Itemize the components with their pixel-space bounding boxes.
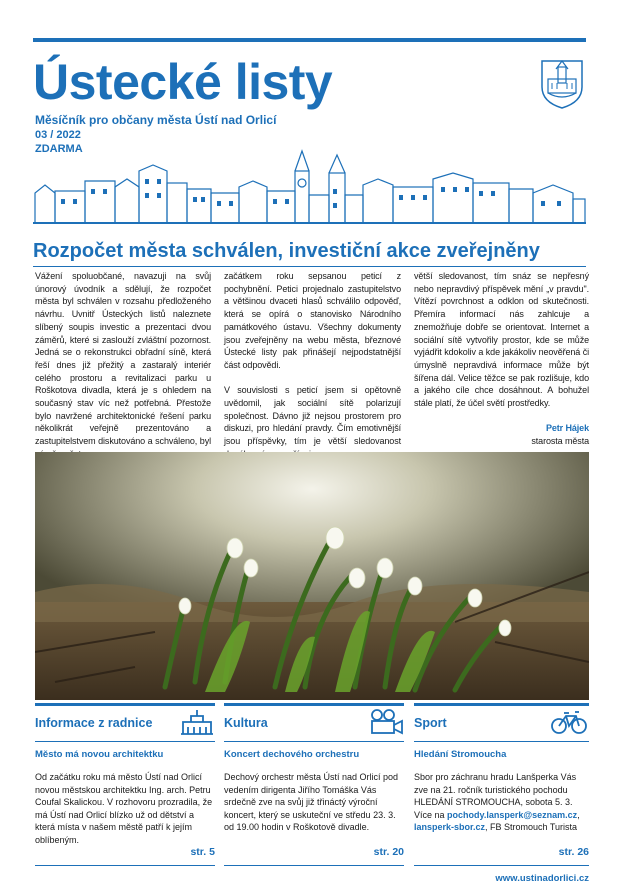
newspaper-subtitle: Měsíčník pro občany města Ústí nad Orlicí xyxy=(35,113,277,127)
author-name: Petr Hájek xyxy=(545,423,589,434)
section-subtitle: Koncert dechového orchestru xyxy=(224,749,360,760)
newspaper-title: Ústecké listy xyxy=(33,54,333,110)
issue-number: 03 / 2022 xyxy=(35,129,81,141)
section-bottom-rule xyxy=(224,865,404,866)
email-link[interactable]: pochody.lansperk@seznam.cz xyxy=(447,809,578,820)
snowflake-flowers-photo xyxy=(35,452,589,700)
bicycle-icon xyxy=(549,708,589,736)
section-subtitle: Hledání Stromoucha xyxy=(414,749,507,760)
section-kultura xyxy=(224,703,404,877)
headline-rule xyxy=(33,266,586,267)
section-top-rule xyxy=(224,703,404,706)
section-sport xyxy=(414,703,589,877)
article-paragraph: větší sledovanost, tím snáz se nepřesný nebo nepravdivý příspěvek mění „v pravdu". Vítězí povrchnost a odklon od skutečnosti. Přemíra informací nás zahlcuje a znemožňuje dobře se orientovat. Internet a sociální sítě vytvořily prostor, kde se může vyjádřit kdokoliv a kde jakákoliv neověřená či úmyslně nepravdivá informace může být šířena dál. Velice těžce se pak rozlišuje, kdo a jakého cíle chce dosáhnout. A bohužel stále platí, že účel světí prostředky. xyxy=(414,271,589,409)
article-column-2 xyxy=(224,270,401,473)
section-mid-rule xyxy=(35,741,215,742)
section-body: Od začátku roku má město Ústí nad Orlicí novou městskou architektku Ing. arch. Petru Coufal Skalickou. V rozhovoru prozradila, že má Ústí nad Orlicí blízko už od dětství a která místa v našem městě patří k jejím oblíbeným. xyxy=(35,772,213,845)
film-camera-icon xyxy=(368,708,404,736)
section-page-ref: str. 20 xyxy=(373,846,404,858)
section-page-ref: str. 5 xyxy=(190,846,215,858)
main-headline: Rozpočet města schválen, investiční akce zveřejněny xyxy=(33,240,540,262)
section-title: Sport xyxy=(414,716,447,730)
section-subtitle: Město má novou architektku xyxy=(35,749,164,760)
price-label: ZDARMA xyxy=(35,143,83,155)
section-body-text: Sbor pro záchranu hradu Lanšperka Vás zve na 21. ročník turistického pochodu HLEDÁNÍ STROMOUCHA, sobota 5. 3. Více na xyxy=(414,772,577,820)
section-bottom-rule xyxy=(414,865,589,866)
article-column-1 xyxy=(35,270,211,473)
section-body-text: , xyxy=(577,809,580,820)
article-paragraph: Vážení spoluobčané, navazuji na svůj únorový úvodník a sdělují, že rozpočet města byl schválen v rozsahu předloženého návrhu. Uvnitř Ústeckých listů naleznete slíbený soupis investic a prezentaci dvou záměrů, které si zaslouží zvláštní pozornost. Jedná se o rekonstrukci obřadní síně, která řeší dnes již přežitý a zastaralý interiér celého prostoru a revitalizaci parku u Roškotova divadla, která je s ohledem na současný stav víc než potřebná. Přestože bylo navržené architektonické řešení parku několikrát veřejně prezentováno a zastupitelstvem diskutováno a schváleno, byl xyxy=(35,271,211,447)
masthead-top-rule xyxy=(33,38,586,42)
section-body: Dechový orchestr města Ústí nad Orlicí pod vedením dirigenta Jiřího Tomáška Vás srdečně zve na svůj již třináctý výroční koncert, který se uskuteční ve středu 23. 3. od 19.00 hodin v Roškotově divadle. xyxy=(224,772,399,832)
section-bottom-rule xyxy=(35,865,215,866)
footer-website[interactable]: www.ustinadorlici.cz xyxy=(495,873,589,884)
town-crest-icon xyxy=(538,57,586,109)
section-page-ref: str. 26 xyxy=(558,846,589,858)
section-top-rule xyxy=(414,703,589,706)
article-column-3 xyxy=(414,270,589,448)
section-mid-rule xyxy=(224,741,404,742)
section-body-text: , FB Stromouch Turista xyxy=(485,822,578,832)
section-body xyxy=(414,771,589,834)
article-paragraph: V souvislosti s peticí jsem si opětovně uvědomil, jak sociální sítě polarizují společnost. Dávno již nejsou prostorem pro diskuzi, pro hledání pravdy. Čím emotivnější jsou příspěvky, tím je větší sledovanost xyxy=(224,385,401,447)
article-paragraph: začátkem roku sepsanou peticí z pochybnění. Petici projednalo zastupitelstvo a většinou dvaceti hlasů schválilo odpověď, která se opírá o stanovisko Národního památkového ústavu. Všechny dokumenty jsou zveřejněny na webu města, březnové Ústecké listy pak přinášejí nejpodstatnější část odpovědi. xyxy=(224,271,401,370)
section-radnice xyxy=(35,703,215,877)
town-skyline-illustration xyxy=(33,143,586,225)
author-role: starosta města xyxy=(531,436,589,447)
section-mid-rule xyxy=(414,741,589,742)
section-title: Informace z radnice xyxy=(35,716,153,730)
website-link[interactable]: lansperk-sbor.cz xyxy=(414,822,486,832)
section-title: Kultura xyxy=(224,716,268,730)
section-top-rule xyxy=(35,703,215,706)
town-hall-icon xyxy=(179,708,215,736)
